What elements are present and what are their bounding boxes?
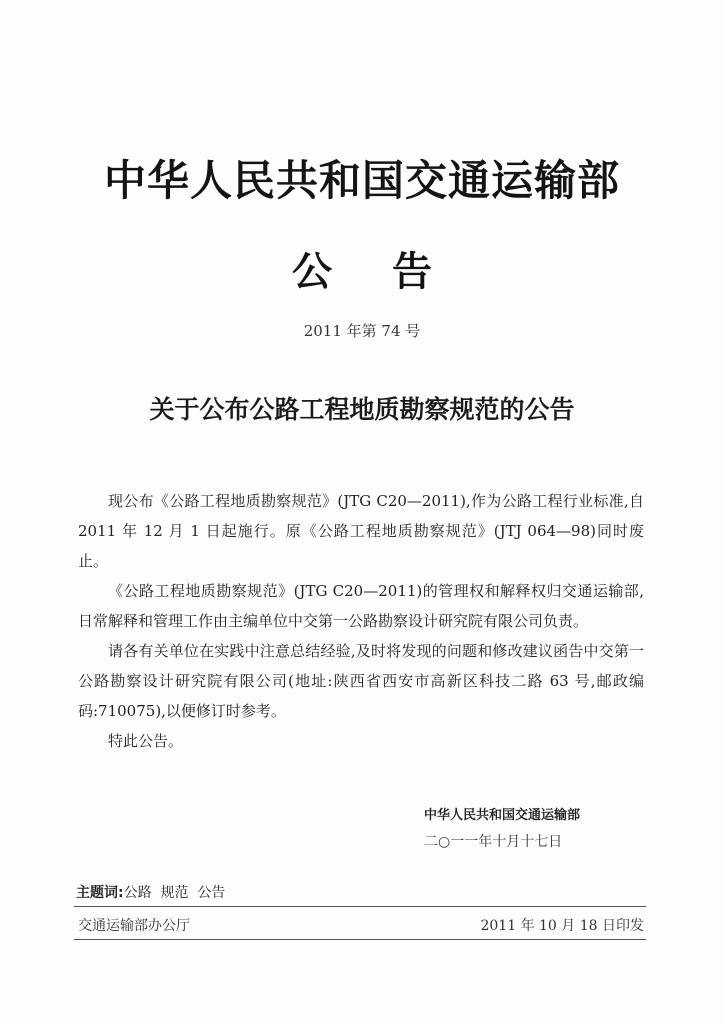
keywords-line [76, 882, 225, 902]
keywords-text: 公路 规范 公告 [123, 885, 226, 901]
signature-date: 二○一一年十月十七日 [424, 834, 563, 850]
notice-number: 2011 年第 74 号 [303, 322, 421, 340]
divider-bottom [74, 939, 646, 940]
notice-body [78, 486, 644, 756]
body-paragraph: 特此公告。 [108, 732, 184, 750]
divider-top [74, 906, 646, 907]
body-paragraph: 《公路工程地质勘察规范》(JTG C20—2011)的管理权和解释权归交通运输部,日常解释和管理工作由主编单位中交第一公路勘察设计研究院有限公司负责。 [78, 582, 644, 630]
notice-subject: 关于公布公路工程地质勘察规范的公告 [149, 395, 575, 424]
footer-print-date: 2011 年 10 月 18 日印发 [480, 918, 644, 934]
signature-issuer: 中华人民共和国交通运输部 [424, 808, 581, 823]
body-paragraph: 请各有关单位在实践中注意总结经验,及时将发现的问题和修改建议函告中交第一公路勘察设计研究院有限公司(地址:陕西省西安市高新区科技二路 63 号,邮政编码:710075),以便修订时参考。 [78, 642, 644, 720]
footer-office: 交通运输部办公厅 [78, 918, 190, 934]
agency-name: 中华人民共和国交通运输部 [103, 156, 620, 205]
notice-title: 公告 [292, 249, 492, 295]
body-paragraph: 现公布《公路工程地质勘察规范》(JTG C20—2011),作为公路工程行业标准,自 2011 年 12 月 1 日起施行。原《公路工程地质勘察规范》(JTJ 064—98)同时废止。 [78, 492, 644, 570]
keywords-label: 主题词: [76, 885, 124, 901]
